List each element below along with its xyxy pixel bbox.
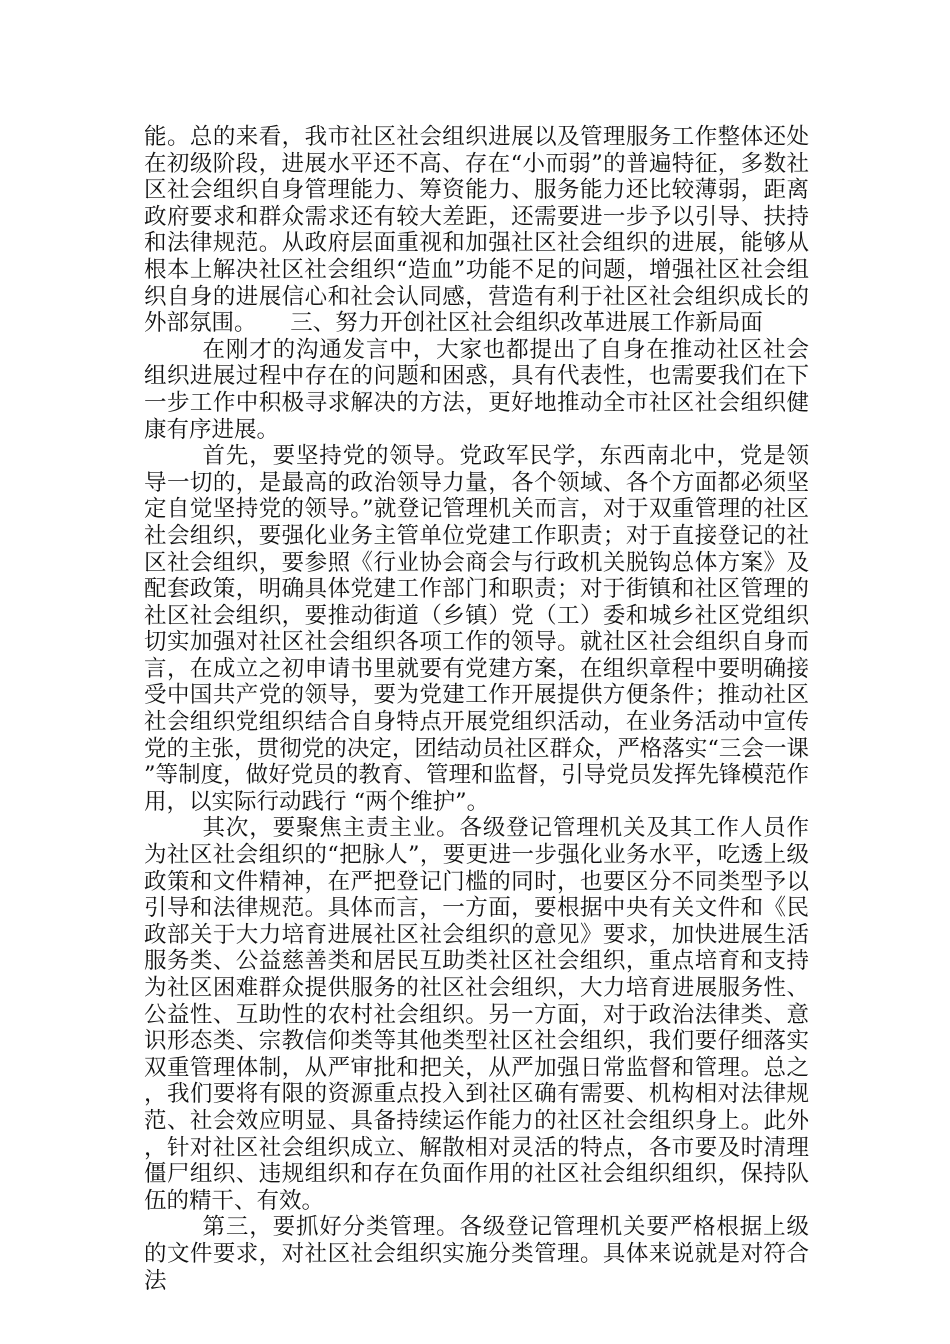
paragraph-second-point: 其次，要聚焦主责主业。各级登记管理机关及其工作人员作为社区社会组织的“把脉人”，要更进一步强化业务水平，吃透上级政策和文件精神，在严把登记门槛的同时，也要区分不同类型予以引导和法律规范。具体而言，一方面，要根据中央有关文件和《民政部关于大力培育进展社区社会组织的意见》要求，加快进展生活服务类、公益慈善类和居民互助类社区社会组织，重点培育和支持为社区困难群众提供服务的社区社会组织，大力培育进展服务性、公益性、互助性的农村社会组织。另一方面，对于政治法律类、意识形态类、宗教信仰类等其他类型社区社会组织，我们要仔细落实双重管理体制，从严审批和把关，从严加强日常监督和管理。总之，我们要将有限的资源重点投入到社区确有需要、机构相对法律规范、社会效应明显、具备持续运作能力的社区社会组织身上。此外，针对社区社会组织成立、解散相对灵活的特点，各市要及时清理僵尸组织、违规组织和存在负面作用的社区社会组织组织，保持队伍的精干、有效。	[144, 815, 809, 1214]
paragraph-first-point: 首先，要坚持党的领导。党政军民学，东西南北中，党是领导一切的，是最高的政治领导力量，各个领域、各个方面都必须坚定自觉坚持党的领导。”就登记管理机关而言，对于双重管理的社区社会组织，要强化业务主管单位党建工作职责；对于直接登记的社区社会组织，要参照《行业协会商会与行政机关脱钩总体方案》及配套政策，明确具体党建工作部门和职责；对于街镇和社区管理的社区社会组织，要推动街道（乡镇）党（工）委和城乡社区党组织切实加强对社区社会组织各项工作的领导。就社区社会组织自身而言，在成立之初申请书里就要有党建方案，在组织章程中要明确接受中国共产党的领导，要为党建工作开展提供方便条件；推动社区社会组织党组织结合自身特点开展党组织活动，在业务活动中宣传党的主张，贯彻党的决定，团结动员社区群众，严格落实“三会一课”等制度，做好党员的教育、管理和监督，引导党员发挥先锋模范作用，以实际行动践行 “两个维护”。	[144, 443, 809, 815]
paragraph-discussion: 在刚才的沟通发言中，大家也都提出了自身在推动社区社会组织进展过程中存在的问题和困惑，具有代表性，也需要我们在下一步工作中积极寻求解决的方法，更好地推动全市社区社会组织健康有序进展。	[144, 336, 809, 443]
paragraph-continuation: 能。总的来看，我市社区社会组织进展以及管理服务工作整体还处在初级阶段，进展水平还不高、存在“小而弱”的普遍特征，多数社区社会组织自身管理能力、筹资能力、服务能力还比较薄弱，距离政府要求和群众需求还有较大差距，还需要进一步予以引导、扶持和法律规范。从政府层面重视和加强社区社会组织的进展，能够从根本上解决社区社会组织“造血”功能不足的问题，增强社区社会组织自身的进展信心和社会认同感，营造有利于社区社会组织成长的外部氛围。 三、努力开创社区社会组织改革进展工作新局面	[144, 124, 809, 337]
paragraph-third-point: 第三，要抓好分类管理。各级登记管理机关要严格根据上级的文件要求，对社区社会组织实施分类管理。具体来说就是对符合法	[144, 1214, 809, 1294]
document-body	[144, 124, 809, 1294]
